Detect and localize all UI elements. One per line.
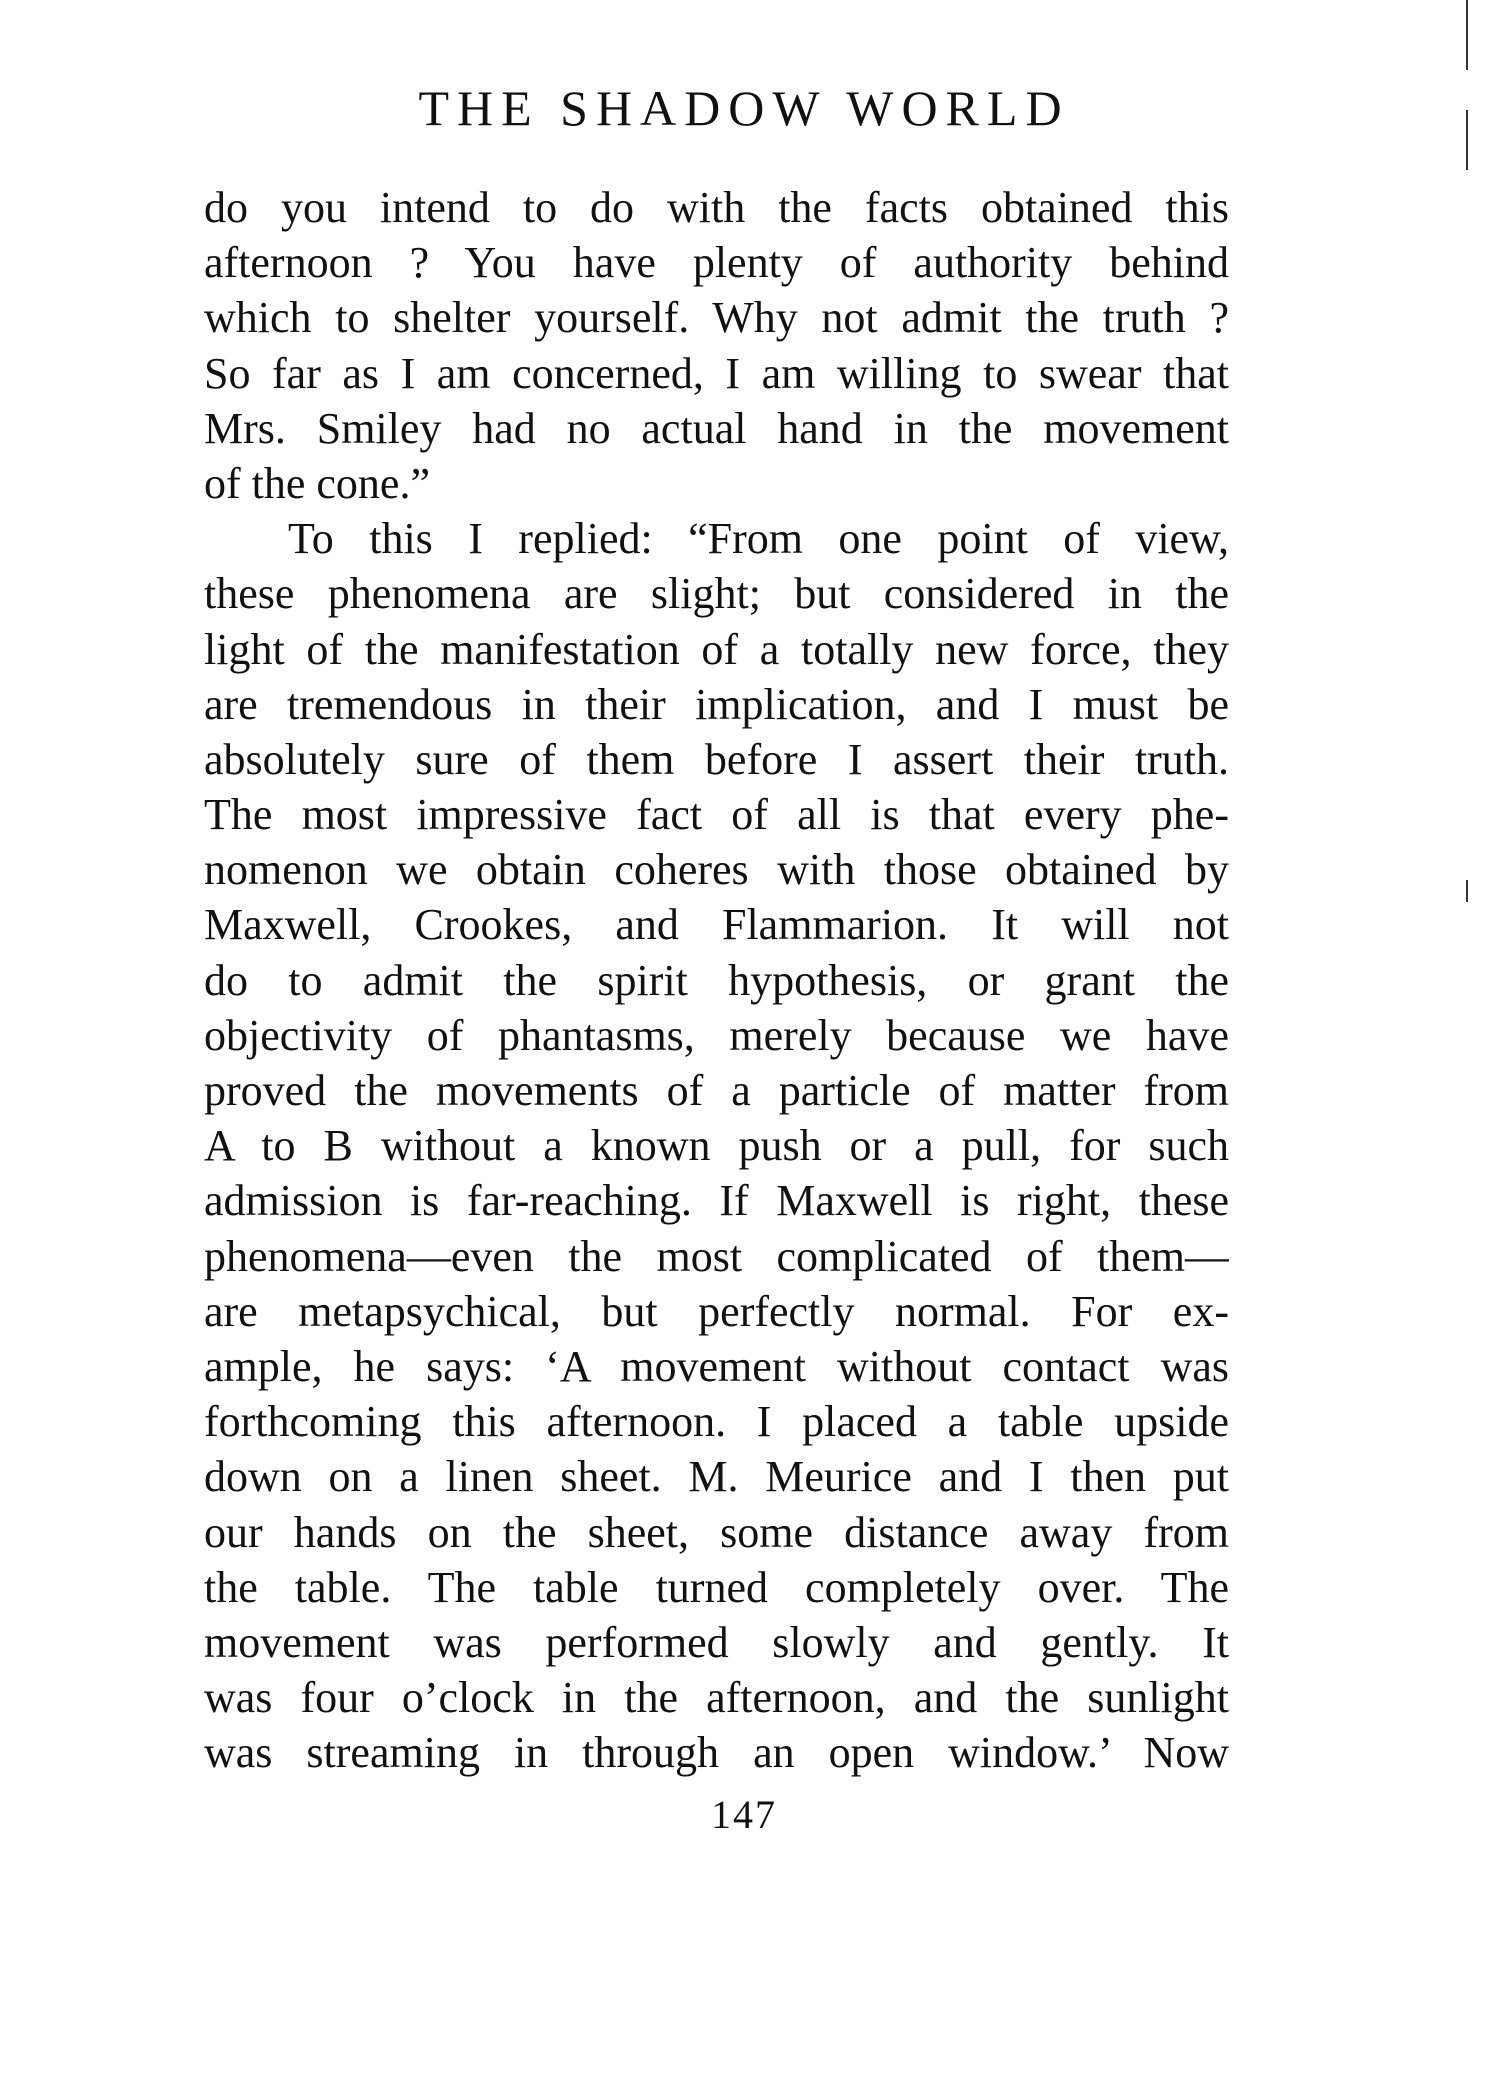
text-line: nomenon we obtain coheres with those obtained by: [204, 845, 1229, 895]
text-line: Maxwell, Crookes, and Flammarion. It will not: [204, 900, 1229, 950]
paragraph-start-line: To this I replied: “From one point of view,: [288, 514, 1229, 564]
text-line: forthcoming this afternoon. I placed a table upside: [204, 1397, 1229, 1447]
body-text: [204, 180, 1229, 1780]
text-line: proved the movements of a particle of matter from: [204, 1066, 1229, 1115]
text-line: afternoon ? You have plenty of authority behind: [204, 238, 1229, 288]
text-line: down on a linen sheet. M. Meurice and I then put: [204, 1452, 1229, 1502]
text-line: ample, he says: ‘A movement without contact was: [204, 1341, 1229, 1391]
text-line: phenomena—even the most complicated of them—: [204, 1231, 1229, 1281]
text-line: are tremendous in their implication, and I must be: [204, 679, 1229, 729]
edge-mark: [1466, 110, 1468, 170]
page-number: 147: [711, 1792, 777, 1837]
edge-mark: [1466, 0, 1468, 70]
text-line: was four o’clock in the afternoon, and the sunlight: [204, 1673, 1229, 1723]
text-line: absolutely sure of them before I assert their truth.: [204, 734, 1229, 784]
page-edge-marks: [1466, 0, 1470, 2076]
text-line: these phenomena are slight; but considered in the: [204, 569, 1229, 619]
text-line: our hands on the sheet, some distance away from: [204, 1507, 1229, 1557]
text-line: light of the manifestation of a totally new force, they: [204, 624, 1229, 674]
text-line: the table. The table turned completely over. The: [204, 1562, 1229, 1612]
text-line: are metapsychical, but perfectly normal. For ex-: [204, 1286, 1229, 1336]
text-line: admission is far-reaching. If Maxwell is right, these: [204, 1176, 1229, 1226]
text-line: objectivity of phantasms, merely because we have: [204, 1010, 1229, 1060]
text-line: So far as I am concerned, I am willing to swear that: [204, 348, 1229, 398]
text-line: A to B without a known push or a pull, for such: [204, 1121, 1229, 1171]
text-line: do you intend to do with the facts obtained this: [204, 183, 1229, 232]
text-line: Mrs. Smiley had no actual hand in the movement: [204, 403, 1229, 453]
text-line: which to shelter yourself. Why not admit the truth ?: [204, 293, 1229, 343]
edge-mark: [1466, 880, 1468, 902]
running-head: THE SHADOW WORLD: [418, 80, 1070, 136]
text-line: was streaming in through an open window.’ Now: [204, 1728, 1229, 1778]
text-line: The most impressive fact of all is that every phe-: [204, 790, 1229, 840]
text-line: do to admit the spirit hypothesis, or grant the: [204, 955, 1229, 1005]
text-line: movement was performed slowly and gently. It: [204, 1617, 1229, 1667]
text-line: of the cone.”: [204, 458, 430, 508]
